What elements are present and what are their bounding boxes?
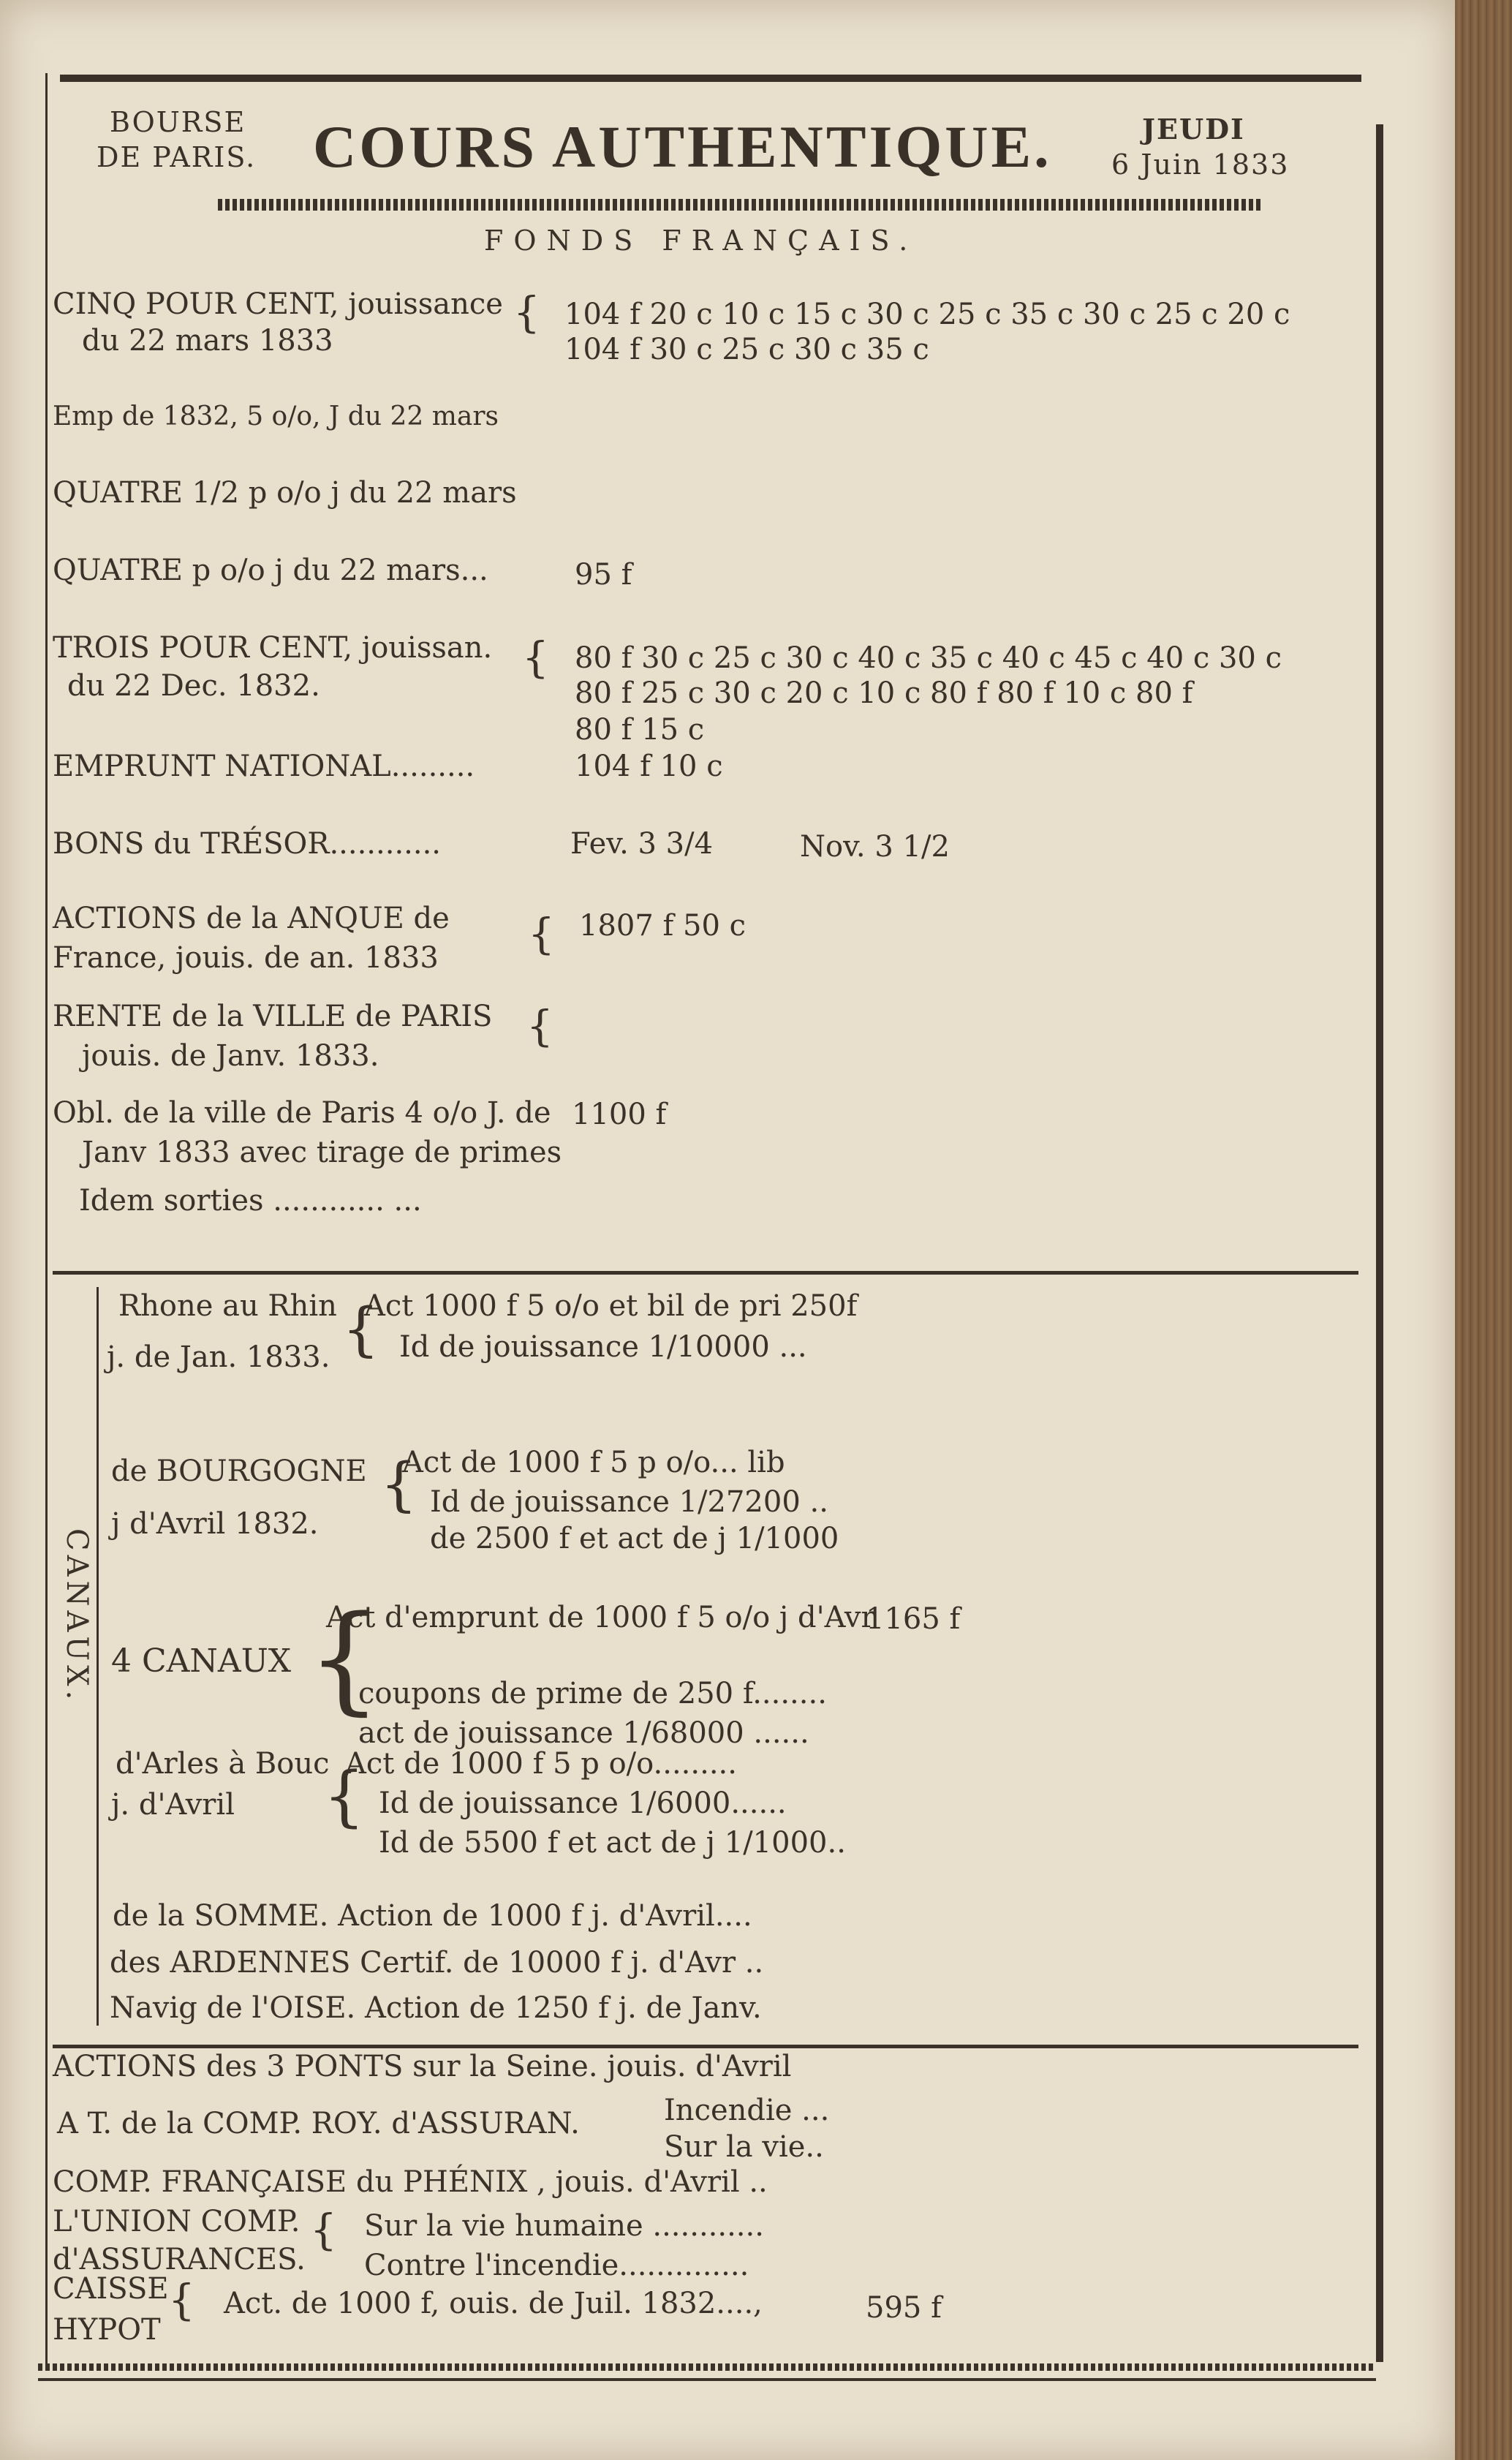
canal-label: j. d'Avril [111, 1788, 235, 1822]
union-detail: Contre l'incendie.............. [364, 2249, 749, 2282]
row-label: Obl. de la ville de Paris 4 o/o J. de [53, 1096, 551, 1130]
canal-detail: Id de 5500 f et act de j 1/1000.. [379, 1826, 846, 1860]
row-label: EMPRUNT NATIONAL......... [53, 750, 475, 783]
canal-detail: Act de 1000 f 5 p o/o... lib [402, 1446, 785, 1479]
row-label: Janv 1833 avec tirage de primes [82, 1136, 562, 1169]
canal-label: de BOURGOGNE [111, 1455, 367, 1488]
brace: { [307, 1590, 382, 1727]
canaux-left-line [97, 1287, 99, 2026]
row-label: jouis. de Janv. 1833. [82, 1039, 379, 1073]
canal-label: 4 CANAUX [111, 1642, 292, 1680]
canal-row: Navig de l'OISE. Action de 1250 f j. de Janv. [110, 1991, 762, 2025]
page-title: COURS AUTHENTIQUE. [313, 113, 1052, 180]
brace: { [310, 2205, 337, 2255]
row-value: 104 f 30 c 25 c 30 c 35 c [564, 333, 929, 366]
ponts-row: ACTIONS des 3 PONTS sur la Seine. jouis. d'Avril [53, 2050, 792, 2083]
row-label: ACTIONS de la ANQUE de [53, 902, 450, 935]
row-label: du 22 Dec. 1832. [67, 669, 320, 703]
canal-label: Rhone au Rhin [118, 1289, 337, 1323]
canal-detail: Act d'emprunt de 1000 f 5 o/o j d'Avr [326, 1601, 875, 1634]
canal-detail: coupons de prime de 250 f........ [358, 1677, 827, 1710]
header-bourse: BOURSE [110, 106, 246, 138]
bottom-ornament [38, 2363, 1376, 2371]
caisse-detail: Act. de 1000 f, ouis. de Juil. 1832...., [224, 2287, 763, 2320]
row-value: 80 f 25 c 30 c 20 c 10 c 80 f 80 f 10 c 80 f [575, 676, 1193, 710]
brace: { [323, 1758, 366, 1835]
right-border [1376, 124, 1383, 2362]
caisse-label: CAISSE [53, 2272, 169, 2306]
brace: { [168, 2275, 195, 2325]
caisse-value: 595 f [866, 2291, 942, 2325]
row-label: du 22 mars 1833 [82, 324, 333, 358]
top-border [60, 75, 1361, 82]
left-border [45, 73, 48, 2369]
row-label: Idem sorties ............ ... [79, 1184, 422, 1218]
assur-label: A T. de la COMP. ROY. d'ASSURAN. [57, 2107, 580, 2140]
brace: { [380, 1450, 417, 1518]
row-label: QUATRE 1/2 p o/o j du 22 mars [53, 476, 517, 510]
canal-label: j d'Avril 1832. [111, 1507, 319, 1541]
section-title: FONDS FRANÇAIS. [484, 225, 918, 257]
canal-detail: Act 1000 f 5 o/o et bil de pri 250f [364, 1289, 858, 1323]
assur-detail: Incendie ... [664, 2094, 830, 2127]
assur-detail: Sur la vie.. [664, 2130, 824, 2164]
canaux-side-label: CANAUX. [60, 1528, 94, 1705]
row-label: RENTE de la VILLE de PARIS [53, 1000, 493, 1033]
header-ornament [218, 199, 1263, 211]
section-divider [53, 2045, 1358, 2048]
row-value: 1100 f [572, 1098, 667, 1131]
canal-row: de la SOMME. Action de 1000 f j. d'Avril.... [113, 1899, 752, 1933]
brace: { [513, 287, 540, 337]
row-label: QUATRE p o/o j du 22 mars... [53, 554, 488, 587]
canal-row: des ARDENNES Certif. de 10000 f j. d'Avr .. [110, 1946, 764, 1980]
header-de-paris: DE PARIS. [97, 141, 257, 173]
row-value: 104 f 10 c [575, 750, 723, 783]
canal-detail: de 2500 f et act de j 1/1000 [430, 1522, 839, 1555]
row-label: BONS du TRÉSOR............ [53, 827, 442, 861]
page-edges [1455, 0, 1512, 2460]
canal-detail: act de jouissance 1/68000 ...... [358, 1716, 809, 1750]
brace: { [526, 1001, 553, 1051]
union-detail: Sur la vie humaine ............ [364, 2209, 764, 2243]
brace: { [522, 633, 549, 682]
canal-detail: Id de jouissance 1/27200 .. [430, 1485, 828, 1519]
canal-value: 1165 f [866, 1602, 961, 1636]
union-label: L'UNION COMP. [53, 2205, 300, 2238]
brace: { [342, 1295, 379, 1363]
row-value: Nov. 3 1/2 [800, 830, 950, 864]
row-label: Emp de 1832, 5 o/o, J du 22 mars [53, 401, 499, 431]
canal-detail: Id de jouissance 1/10000 ... [399, 1330, 807, 1364]
header-day: JEUDI [1142, 113, 1245, 146]
canal-label: j. de Jan. 1833. [107, 1340, 330, 1374]
canal-detail: Act de 1000 f 5 p o/o......... [345, 1747, 737, 1781]
header-date: 6 Juin 1833 [1111, 148, 1290, 181]
brace: { [528, 909, 555, 959]
bottom-border [38, 2378, 1376, 2381]
row-label: TROIS POUR CENT, jouissan. [53, 631, 493, 665]
row-value: Fev. 3 3/4 [570, 827, 714, 861]
row-value: 80 f 15 c [575, 713, 705, 747]
row-label: France, jouis. de an. 1833 [53, 941, 439, 975]
row-value: 104 f 20 c 10 c 15 c 30 c 25 c 35 c 30 c 25 c 20 c [564, 298, 1290, 331]
row-value: 1807 f 50 c [579, 909, 746, 943]
union-label: d'ASSURANCES. [53, 2243, 306, 2276]
caisse-label: HYPOT [53, 2313, 161, 2347]
row-value: 80 f 30 c 25 c 30 c 40 c 35 c 40 c 45 c 40 c 30 c [575, 641, 1282, 675]
section-divider [53, 1271, 1358, 1275]
canal-detail: Id de jouissance 1/6000...... [379, 1786, 787, 1820]
canal-label: d'Arles à Bouc [116, 1747, 330, 1781]
phenix-row: COMP. FRANÇAISE du PHÉNIX , jouis. d'Avril .. [53, 2165, 768, 2199]
row-label: CINQ POUR CENT, jouissance [53, 287, 503, 321]
row-value: 95 f [575, 558, 632, 592]
